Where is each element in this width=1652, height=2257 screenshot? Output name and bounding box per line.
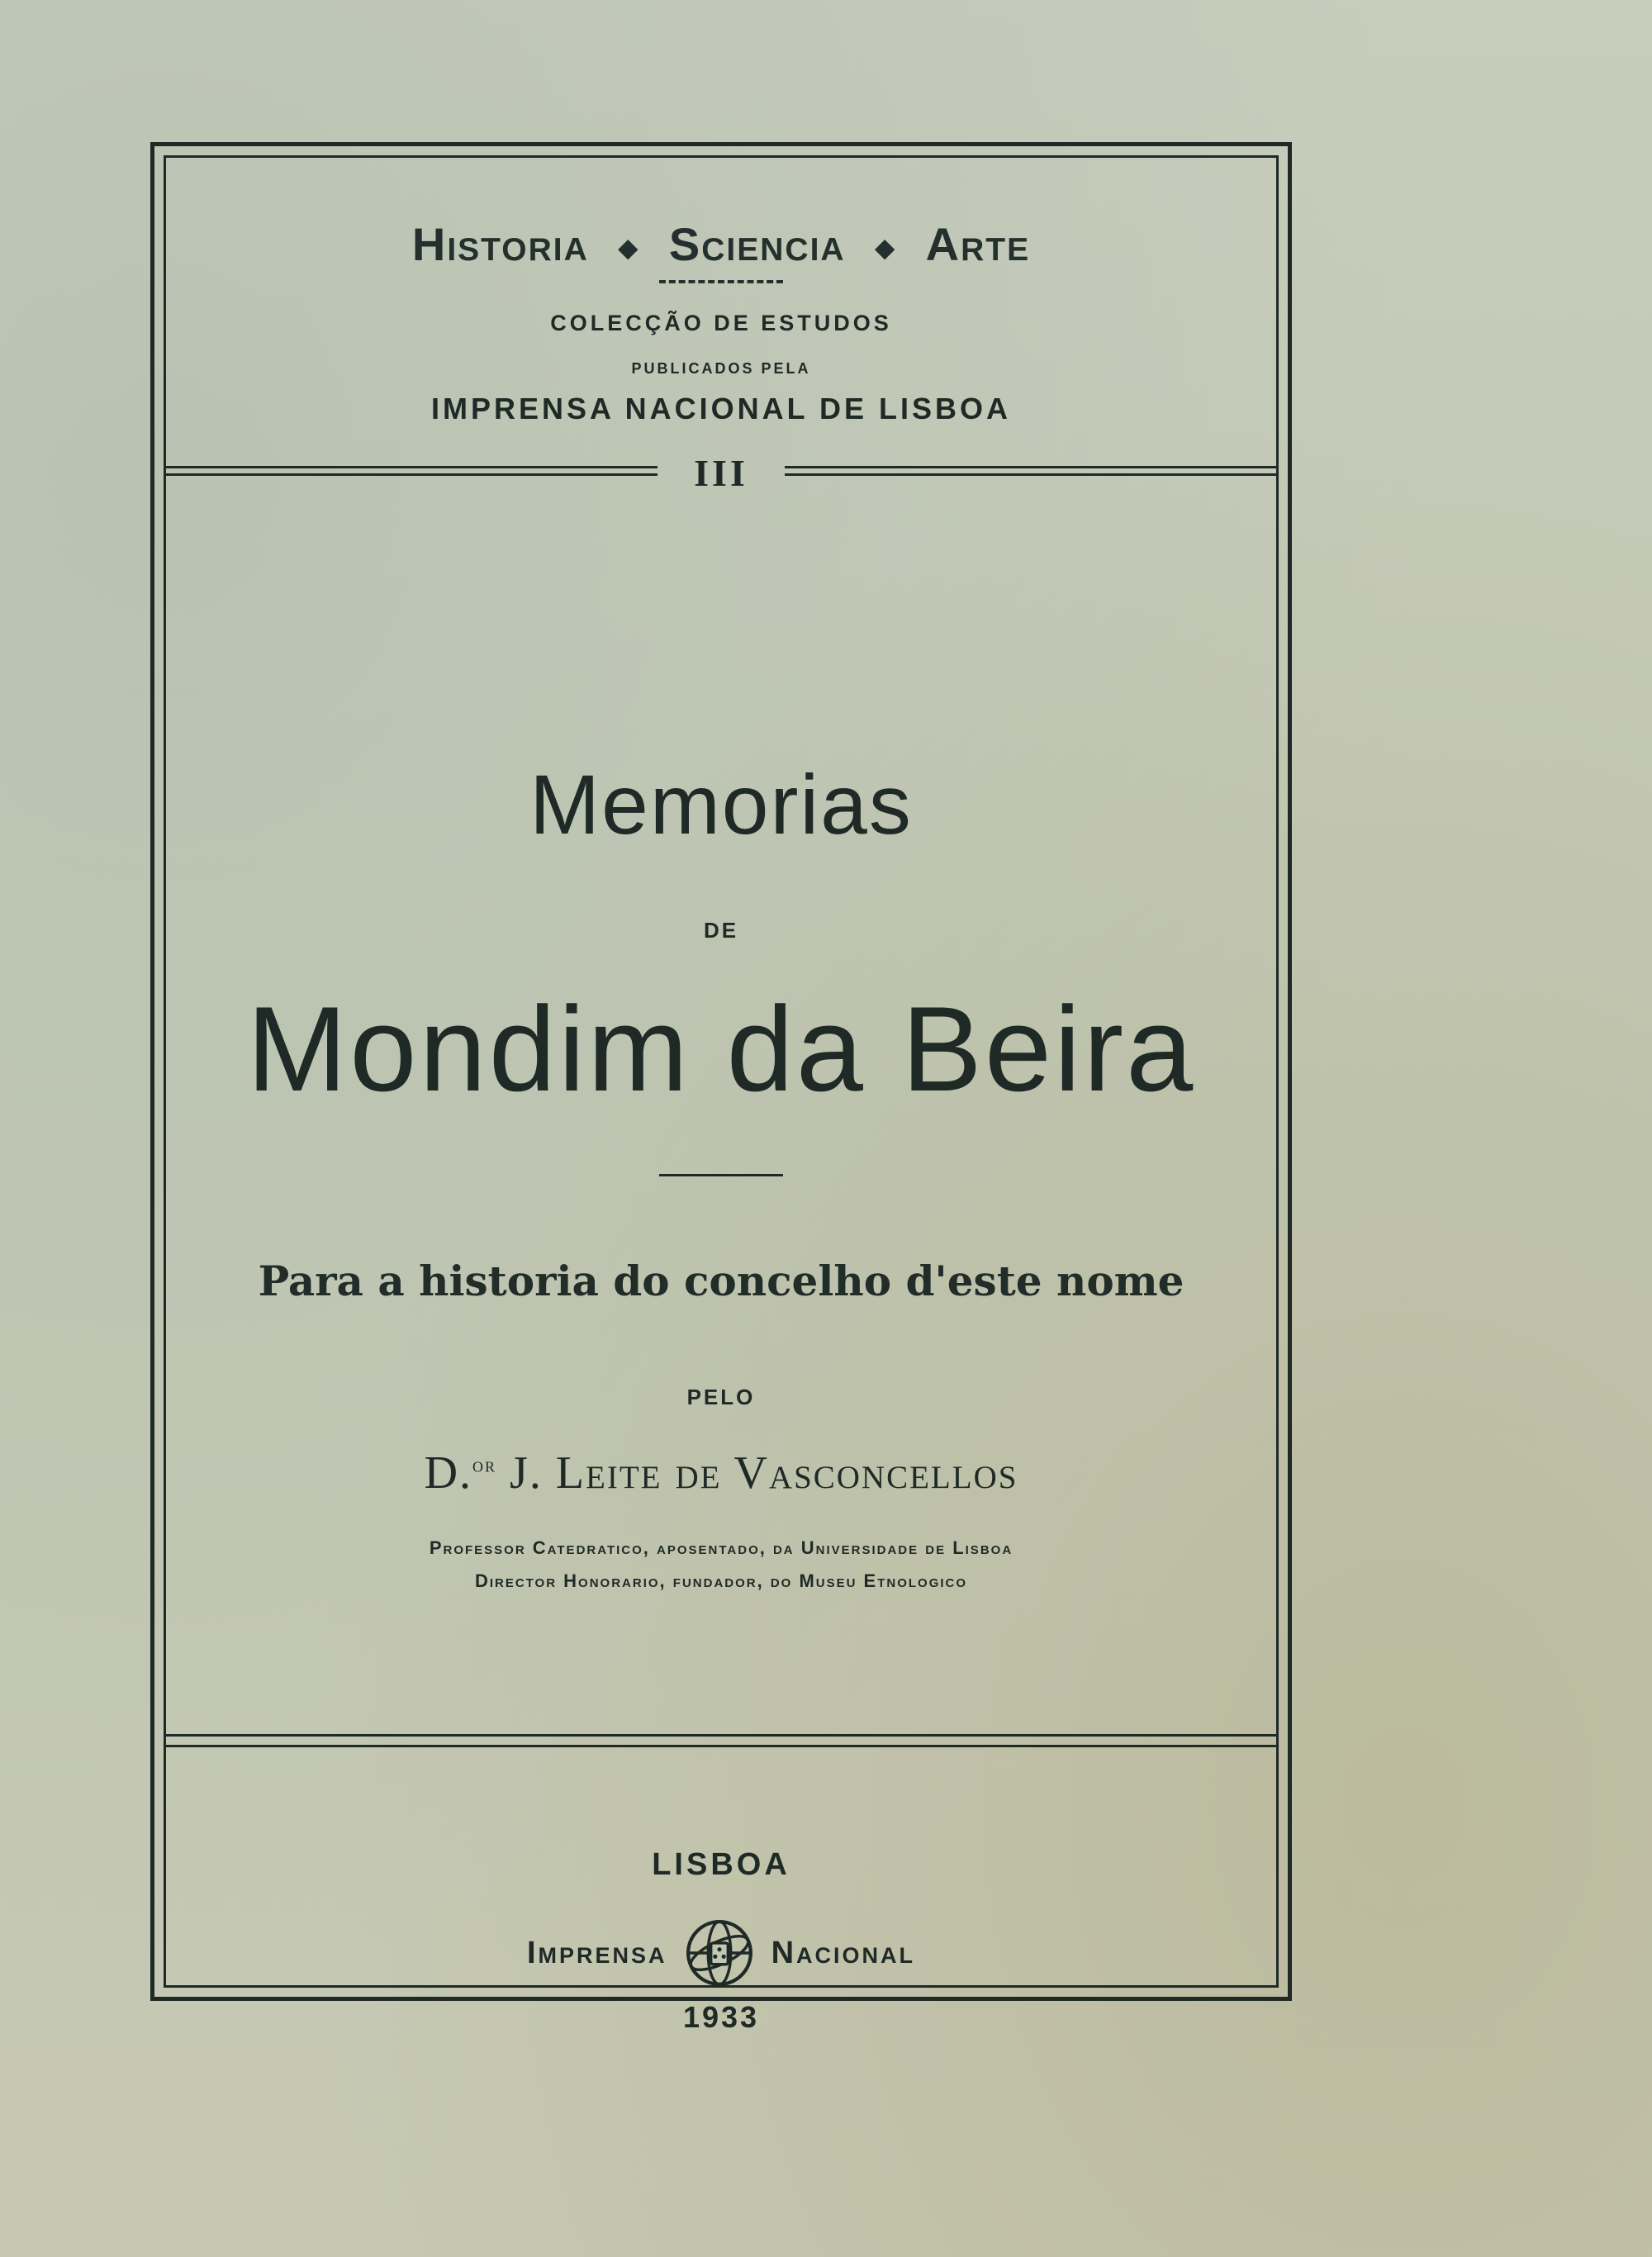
author-prefix-sup: or: [472, 1452, 497, 1477]
series-history: Historia: [411, 218, 589, 270]
series-science: Sciencia: [668, 218, 846, 270]
publisher-left: Imprensa: [526, 1935, 667, 1970]
title-page-border: [150, 142, 1292, 2034]
collection-label: COLECÇÃO DE ESTUDOS: [550, 311, 892, 335]
inner-border: [164, 155, 1279, 2034]
dashed-divider: [659, 280, 783, 283]
title-place: Mondim da Beira: [246, 981, 1196, 1116]
title-main: Memorias: [529, 758, 913, 852]
imprint-year: 1933: [682, 2000, 760, 2034]
publisher-right: Nacional: [771, 1935, 915, 1970]
imprint: [166, 1748, 1276, 2034]
footer-double-rule: [166, 1734, 1276, 1747]
published-by-label: PUBLICADOS PELA: [631, 360, 811, 377]
volume-rule-row: [166, 451, 1276, 494]
author-affiliation-1: Professor Catedratico, aposentado, da Universidade de Lisboa: [429, 1537, 1014, 1558]
diamond-separator-icon: ◆: [618, 234, 639, 262]
title-connector: DE: [703, 918, 739, 943]
series-header: [166, 158, 1276, 459]
author-prefix: D.: [424, 1447, 473, 1499]
imprint-city: LISBOA: [652, 1847, 790, 1882]
imprint-publisher: [166, 1917, 1276, 1989]
series-art: Arte: [925, 218, 1031, 270]
double-rule-right: [785, 466, 1276, 476]
author-affiliation-2: Director Honorario, fundador, do Museu Etnologico: [474, 1570, 968, 1591]
series-publisher: IMPRENSA NACIONAL DE LISBOA: [430, 392, 1012, 425]
subtitle: Para a historia do concelho d'este nome: [258, 1257, 1184, 1305]
title-block: [166, 484, 1276, 1707]
by-label: PELO: [686, 1385, 756, 1409]
volume-number: III: [694, 452, 748, 494]
author-fullname: J. Leite de Vasconcellos: [510, 1447, 1018, 1499]
series-line: [166, 217, 1276, 271]
title-divider: [659, 1174, 783, 1176]
diamond-separator-icon: ◆: [875, 234, 896, 262]
author-name: [166, 1447, 1276, 1499]
armillary-sphere-icon: [684, 1917, 755, 1989]
